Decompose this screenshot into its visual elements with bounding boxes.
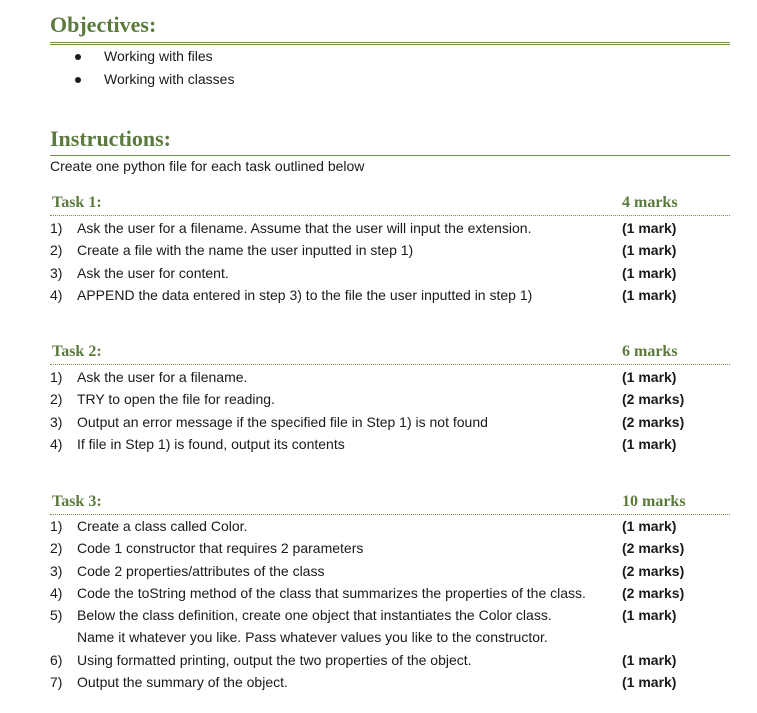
task-2-marks: 6 marks (622, 343, 678, 360)
instructions-divider (50, 155, 730, 156)
task-1-divider (50, 215, 730, 216)
list-item: 7) Output the summary of the object. (1 mark) (50, 674, 677, 691)
task-1-steps (50, 217, 750, 306)
instructions-heading: Instructions: (50, 126, 172, 151)
objective-item: Working with classes (75, 68, 234, 91)
list-item: 4) If file in Step 1) is found, output its contents (1 mark) (50, 435, 677, 452)
list-item: 2) Code 1 constructor that requires 2 parameters (2 marks) (50, 540, 685, 557)
task-2-divider (50, 364, 730, 365)
list-item: 3) Code 2 properties/attributes of the class (2 marks) (50, 562, 685, 579)
objectives-list (75, 45, 234, 91)
objective-item: Working with files (75, 45, 234, 68)
list-item: 5) Below the class definition, create one object that instantiates the Color class. (1 mark) (50, 607, 677, 624)
instructions-intro: Create one python file for each task outlined below (50, 158, 365, 174)
list-item: 6) Using formatted printing, output the two properties of the object. (1 mark) (50, 651, 677, 668)
list-item: 4) APPEND the data entered in step 3) to the file the user inputted in step 1) (1 mark) (50, 286, 677, 303)
list-item: 4) Code the toString method of the class that summarizes the properties of the class. (2 marks) (50, 584, 685, 601)
task-2-steps (50, 366, 750, 455)
objectives-heading: Objectives: (50, 12, 157, 37)
bullet-icon (75, 77, 81, 83)
list-item: 1) Create a class called Color. (1 mark) (50, 518, 677, 534)
task-3-title: Task 3: (52, 493, 102, 510)
task-3-marks: 10 marks (622, 493, 686, 510)
list-item: 2) TRY to open the file for reading. (2 marks) (50, 391, 685, 408)
list-item: 1) Ask the user for a filename. Assume that the user will input the extension. (1 mark) (50, 220, 677, 236)
bullet-icon (75, 54, 81, 60)
list-item: 3) Ask the user for content. (1 mark) (50, 264, 677, 281)
list-item: 2) Create a file with the name the user inputted in step 1) (1 mark) (50, 242, 677, 259)
list-item: 1) Ask the user for a filename. (1 mark) (50, 369, 677, 385)
list-item: 3) Output an error message if the specified file in Step 1) is not found (2 marks) (50, 413, 685, 430)
task-2-title: Task 2: (52, 343, 102, 360)
list-item: Name it whatever you like. Pass whatever values you like to the constructor. (77, 629, 548, 646)
task-3-steps (50, 515, 750, 693)
task-1-marks: 4 marks (622, 194, 678, 211)
task-1-title: Task 1: (52, 194, 102, 211)
